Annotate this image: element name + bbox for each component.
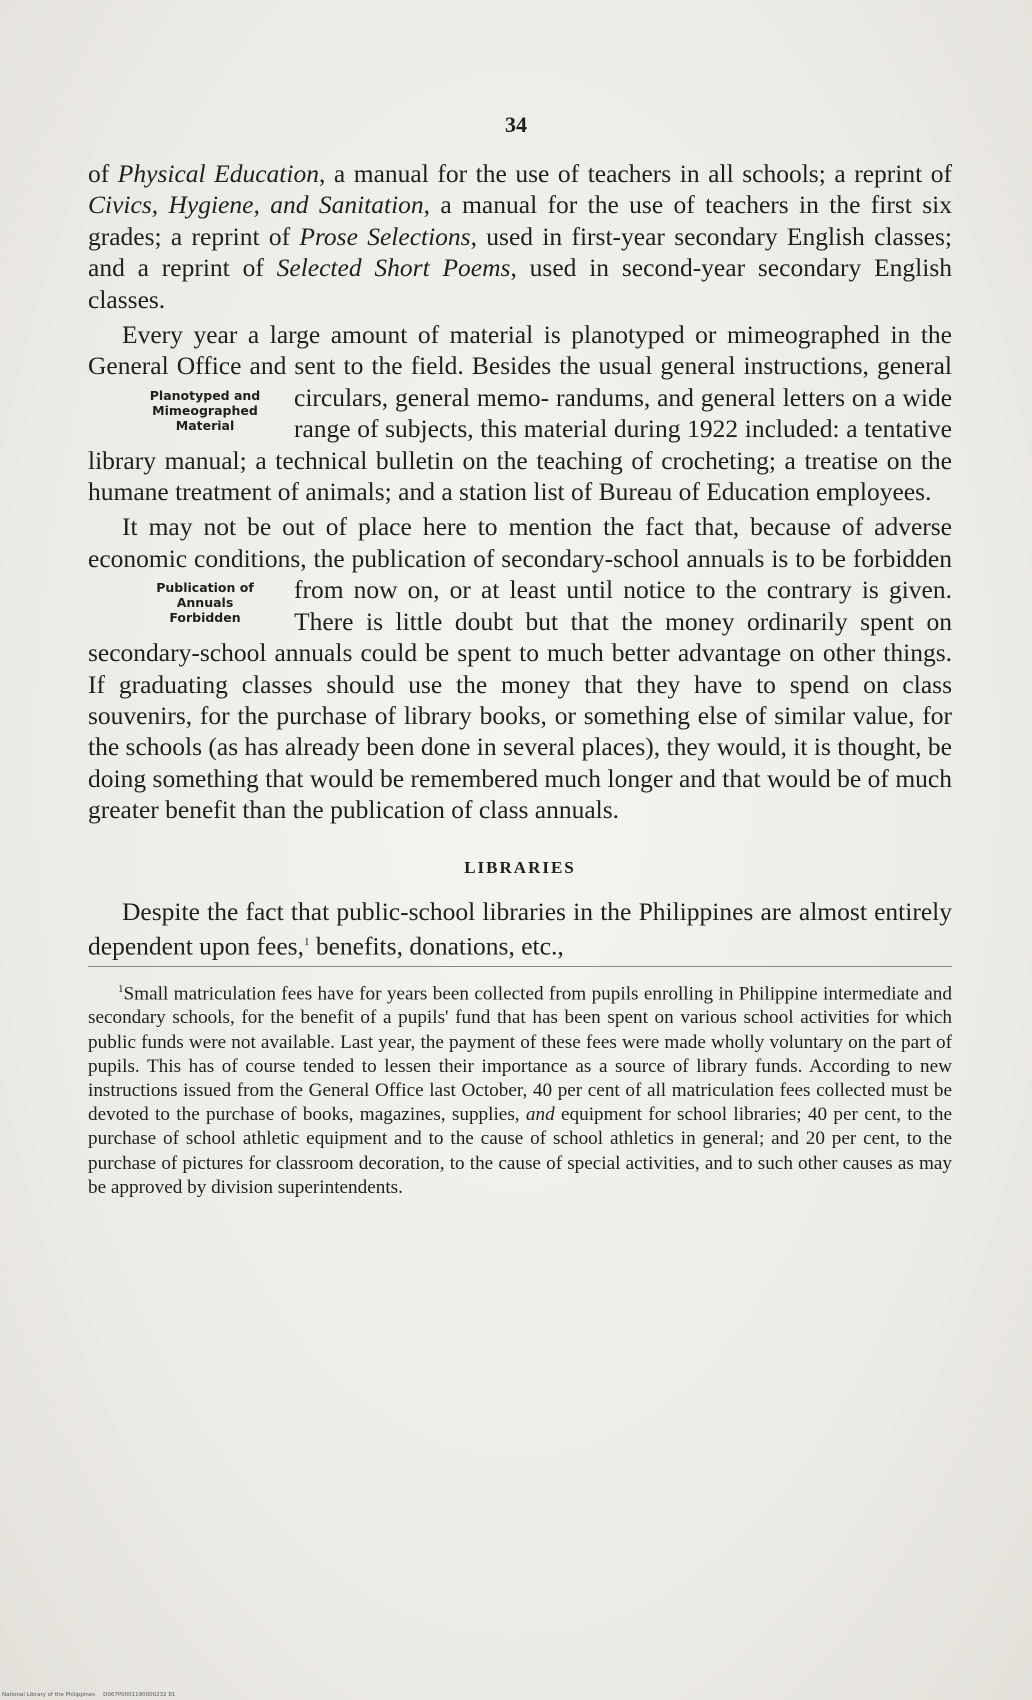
footnote-divider xyxy=(88,966,952,967)
text-run-italic: and xyxy=(525,1104,555,1126)
text-run: , used in second-year secondary English classes. xyxy=(88,253,952,314)
margin-note-line: Publication of xyxy=(156,580,254,596)
page-body xyxy=(88,158,952,1200)
imprint-id: D067P0001190000232 81 xyxy=(103,1692,176,1698)
text-run: randums, and general letters on a wide range of subjects, this material during 1922 included: a tentative library manual; a technical bulletin on the teaching of crocheting; a treatise on the humane treatment of animals; and a station list of Bureau of Education employees. xyxy=(88,382,953,507)
margin-note-line: Annuals xyxy=(176,595,234,611)
margin-note-line: Forbidden xyxy=(169,610,241,626)
footnote-mark: 1 xyxy=(118,982,124,995)
section-heading-libraries: LIBRARIES xyxy=(464,857,576,877)
text-run: , a manual for the use of teachers in the first six grades; a reprint of xyxy=(88,190,952,251)
text-run: Small matriculation fees have for years been collected from pupils enrolling in Philippine intermediate and secondary schools, for the benefit of a pupils' fund that has been spent on various school activities for which public funds were not available. Last year, the payment of these fees were made wholly voluntary on the part of pupils. This has of course tended to lessen their importance as a source of library funds. According to new instructions issued from the General Office last October, 40 per cent of all matriculation fees collected must be devoted to the purchase of books, magazines, supplies, xyxy=(88,983,952,1126)
footnote xyxy=(88,977,952,1200)
paragraph-planotyped-material xyxy=(88,319,952,507)
paragraph-annuals-forbidden xyxy=(88,511,952,825)
scan-imprint xyxy=(2,1692,183,1698)
text-run: equipment for school libraries; 40 per cent, to the purchase of school athletic equipment and to the cause of school athletics in general; and 20 per cent, to the purchase of pictures for classroom decoration, to the cause of special activities, and to such other causes as may be approved by division superintendents. xyxy=(88,1104,952,1198)
text-run: , used in first-year secondary English classes; and a reprint of xyxy=(88,221,952,283)
imprint-library: National Library of the Philippines xyxy=(2,1692,96,1698)
text-run: of xyxy=(88,159,118,188)
title-selected-short-poems: Selected Short Poems xyxy=(276,253,511,283)
margin-note-annuals xyxy=(106,580,270,625)
text-run: It may not be out of place here to mention the fact that, because of adverse economic conditions, the publication of secondary-school annuals is to be forbidden from now on, or at xyxy=(88,512,952,605)
title-physical-education: Physical Education xyxy=(117,159,319,188)
footnote-reference: 1 xyxy=(303,935,310,948)
title-civics-hygiene-sanitation: Civics, Hygiene, and Sanitation xyxy=(88,190,424,220)
title-prose-selections: Prose Selections xyxy=(299,221,471,251)
text-run: Despite the fact that public-school libraries in the Philippines are almost entirely dependent upon fees, xyxy=(88,896,952,961)
text-run: benefits, donations, etc., xyxy=(309,931,564,961)
margin-note-planotyped xyxy=(106,388,270,433)
paragraph-libraries xyxy=(88,896,952,962)
paragraph-publications xyxy=(88,158,952,315)
margin-note-line: Material xyxy=(175,417,235,433)
margin-note-line: Mimeographed xyxy=(152,402,258,418)
text-run: least until notice to the contrary is given. There is little doubt but that the money ordinarily spent on secondary-school annuals could be spent to much better advantage on other things. If graduating classes should use the money that they have to spend on class souvenirs, for the purchase of library books, or something else of similar value, for the schools (as has already been done in several places), they would, it is thought, be doing something that would be remembered much longer and that would be of much greater benefit than the publication of class annuals. xyxy=(88,575,952,825)
margin-note-line: Planotyped and xyxy=(149,387,261,403)
text-run: , a manual for the use of teachers in all schools; a reprint of xyxy=(318,159,952,188)
text-run: Every year a large amount of material is planotyped or mimeographed in the General Office and sent to the field. Besides the usual general instructions, general circulars, general memo- xyxy=(88,320,952,412)
page-number: 34 xyxy=(505,112,527,137)
